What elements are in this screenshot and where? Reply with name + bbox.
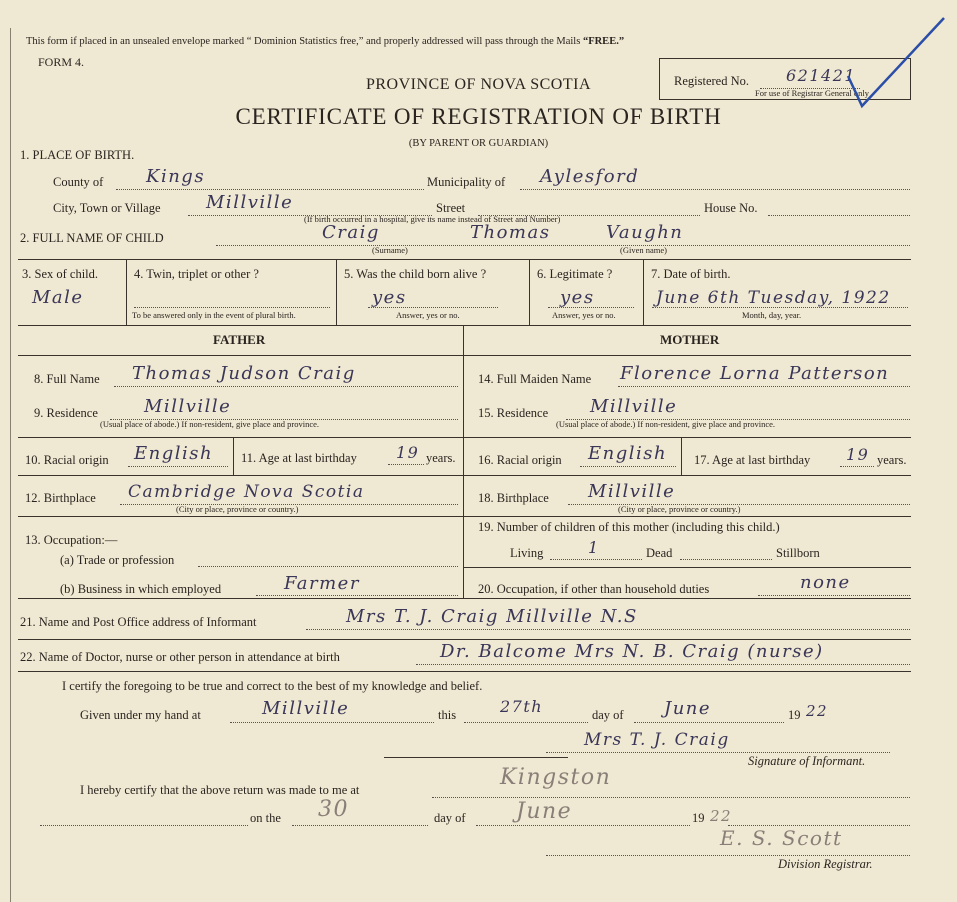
mother-heading: MOTHER — [660, 332, 720, 347]
registrar-use-note: For use of Registrar General only — [755, 88, 870, 98]
mother-occupation-label: 20. Occupation, if other than household duties — [478, 582, 710, 596]
left-edge-line — [10, 28, 11, 902]
registrar-signature: E. S. Scott — [720, 826, 843, 850]
registrar-caption: Division Registrar. — [778, 857, 873, 871]
registrar-day-value: 30 — [318, 797, 349, 822]
father-age-value: 19 — [396, 443, 420, 462]
certify-month-value: June — [664, 698, 712, 719]
sex-value: Male — [32, 287, 84, 308]
mother-birthplace-note: (City or place, province or country.) — [618, 504, 741, 514]
mailing-notice-text: This form if placed in an unsealed envelope marked “ Dominion Statistics free,” and properly addressed will pass through the Mails — [26, 36, 581, 47]
mother-racial-label: 16. Racial origin — [478, 453, 562, 467]
twin-note: To be answered only in the event of plural birth. — [132, 310, 296, 320]
father-name-value: Thomas Judson Craig — [132, 363, 356, 384]
child-given2-value: Vaughn — [606, 222, 684, 243]
mother-residence-value: Millville — [590, 396, 678, 417]
father-birthplace-note: (City or place, province or country.) — [176, 504, 299, 514]
given-caption: (Given name) — [620, 245, 667, 255]
mother-name-value: Florence Lorna Patterson — [620, 363, 890, 384]
city-label: City, Town or Village — [53, 201, 161, 215]
legitimate-label: 6. Legitimate ? — [537, 267, 613, 281]
doctor-value: Dr. Balcome Mrs N. B. Craig (nurse) — [440, 641, 824, 662]
occupation-label: 13. Occupation:— — [25, 533, 118, 547]
informant-label: 21. Name and Post Office address of Informant — [20, 615, 257, 629]
father-residence-label: 9. Residence — [34, 406, 98, 420]
alive-note: Answer, yes or no. — [396, 310, 460, 320]
mother-age-unit: years. — [877, 453, 907, 467]
doctor-label: 22. Name of Doctor, nurse or other person in attendance at birth — [20, 650, 340, 664]
father-residence-note: (Usual place of abode.) If non-resident, give place and province. — [100, 419, 320, 429]
given-place-value: Millville — [262, 698, 350, 719]
certify-statement: I certify the foregoing to be true and correct to the best of my knowledge and belief. — [62, 679, 483, 693]
mother-birthplace-label: 18. Birthplace — [478, 491, 549, 505]
child-name-label: 2. FULL NAME OF CHILD — [20, 231, 164, 245]
sex-label: 3. Sex of child. — [22, 267, 99, 281]
father-residence-value: Millville — [144, 396, 232, 417]
house-label: House No. — [704, 201, 758, 215]
father-racial-value: English — [134, 443, 214, 464]
registrar-month-value: June — [516, 799, 573, 824]
hospital-note: (If birth occurred in a hospital, give its name instead of Street and Number) — [304, 214, 561, 224]
registrar-place-value: Kingston — [500, 765, 612, 790]
mother-age-label: 17. Age at last birthday — [694, 453, 811, 467]
place-heading: 1. PLACE OF BIRTH. — [20, 148, 135, 162]
children-label: 19. Number of children of this mother (including this child.) — [478, 520, 780, 534]
city-value: Millville — [206, 192, 294, 213]
page-subtitle: (BY PARENT OR GUARDIAN) — [408, 138, 549, 149]
informant-signature-caption: Signature of Informant. — [748, 754, 866, 768]
registrar-day-of-label: day of — [434, 811, 466, 825]
on-the-label: on the — [250, 811, 281, 825]
father-birthplace-label: 12. Birthplace — [25, 491, 96, 505]
registered-number: 621421 — [786, 66, 857, 85]
mother-racial-value: English — [588, 443, 668, 464]
mother-age-value: 19 — [846, 445, 870, 464]
father-name-label: 8. Full Name — [34, 372, 100, 386]
child-surname-value: Craig — [322, 222, 380, 243]
street-label: Street — [436, 201, 466, 215]
living-value: 1 — [588, 538, 600, 557]
legitimate-note: Answer, yes or no. — [552, 310, 616, 320]
municipality-value: Aylesford — [540, 166, 640, 187]
check-mark-icon — [840, 14, 950, 114]
province-heading: PROVINCE OF NOVA SCOTIA — [365, 76, 591, 93]
birthdate-value: June 6th Tuesday, 1922 — [656, 288, 891, 308]
certify-year-value: 22 — [806, 702, 829, 720]
county-value: Kings — [146, 166, 206, 187]
municipality-label: Municipality of — [427, 175, 506, 189]
surname-caption: (Surname) — [372, 245, 408, 255]
legitimate-value: yes — [560, 287, 595, 308]
father-racial-label: 10. Racial origin — [25, 453, 109, 467]
informant-signature: Mrs T. J. Craig — [584, 730, 730, 750]
father-age-unit: years. — [426, 451, 456, 465]
county-label: County of — [53, 175, 104, 189]
business-value: Farmer — [284, 573, 360, 594]
form-number: FORM 4. — [38, 55, 85, 69]
father-age-label: 11. Age at last birthday — [241, 451, 357, 465]
mother-residence-label: 15. Residence — [478, 406, 549, 420]
mother-name-label: 14. Full Maiden Name — [478, 372, 592, 386]
child-given-value: Thomas — [470, 222, 551, 243]
registered-label: Registered No. — [674, 74, 749, 88]
stillborn-label: Stillborn — [776, 546, 820, 560]
business-label: (b) Business in which employed — [60, 582, 222, 596]
page-title: CERTIFICATE OF REGISTRATION OF BIRTH — [235, 104, 722, 129]
birthdate-note: Month, day, year. — [742, 310, 802, 320]
trade-label: (a) Trade or profession — [60, 553, 175, 567]
mother-occupation-value: none — [800, 572, 851, 593]
certify-year-prefix: 19 — [788, 708, 801, 722]
living-label: Living — [510, 546, 544, 560]
registrar-statement: I hereby certify that the above return was made to me at — [80, 783, 360, 797]
twin-label: 4. Twin, triplet or other ? — [134, 267, 259, 281]
father-birthplace-value: Cambridge Nova Scotia — [128, 482, 365, 502]
given-under-label: Given under my hand at — [80, 708, 201, 722]
mother-residence-note: (Usual place of abode.) If non-resident, give place and province. — [556, 419, 776, 429]
registrar-year-value: 22 — [710, 807, 733, 825]
mailing-notice-free: “FREE.” — [582, 36, 625, 47]
certify-day-of-label: day of — [592, 708, 624, 722]
informant-value: Mrs T. J. Craig Millville N.S — [346, 606, 638, 627]
dead-label: Dead — [646, 546, 673, 560]
alive-label: 5. Was the child born alive ? — [344, 267, 487, 281]
alive-value: yes — [372, 287, 407, 308]
mailing-notice — [26, 35, 624, 49]
father-heading: FATHER — [213, 332, 266, 347]
mother-birthplace-value: Millville — [588, 481, 676, 502]
this-label: this — [438, 708, 457, 722]
registrar-year-prefix: 19 — [692, 811, 705, 825]
birthdate-label: 7. Date of birth. — [651, 267, 731, 281]
certify-day-value: 27th — [500, 697, 544, 716]
